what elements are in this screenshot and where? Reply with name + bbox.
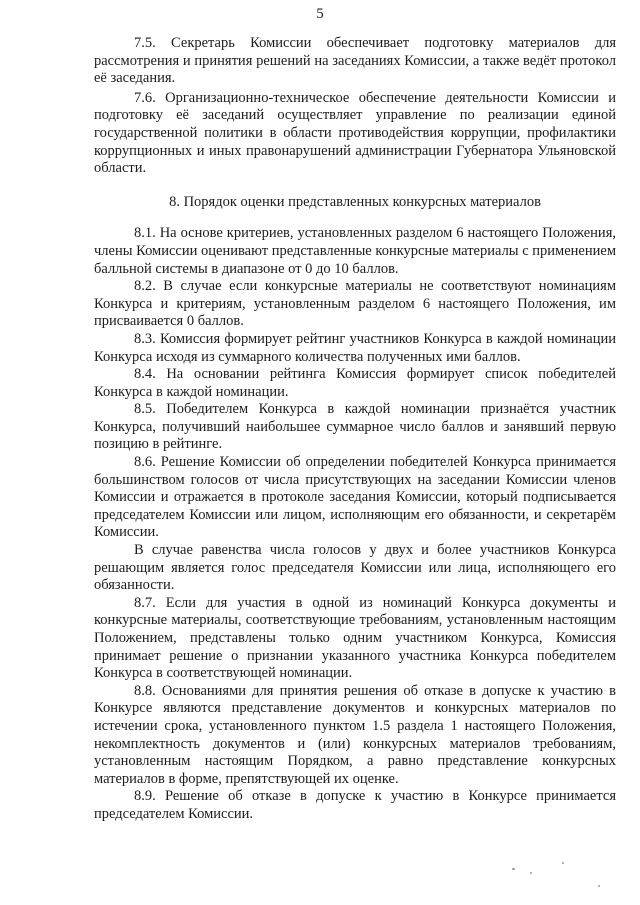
- paragraph-7-6: 7.6. Организационно-техническое обеспечение деятельности Комиссии и подготовку её заседаний осуществляет управление по реализации единой государственной политики в области противодействия коррупции, профилактики коррупционных и иных правонарушений администрации Губернатора Ульяновской области.: [94, 89, 616, 177]
- document-body: [94, 35, 616, 824]
- section-heading: 8. Порядок оценки представленных конкурсных материалов: [169, 193, 541, 210]
- paragraph-8-4: 8.4. На основании рейтинга Комиссия формирует список победителей Конкурса в каждой номинации.: [94, 366, 616, 400]
- paragraph-8-8: 8.8. Основаниями для принятия решения об отказе в допуске к участию в Конкурсе являются представление документов и конкурсных материалов по истечении срока, установленного пунктом 1.5 раздела 1 настоящего Положения, некомплектность документов и (или) конкурсных материалов требованиям, установленным настоящим Порядком, а равно представление конкурсных материалов в форме, препятствующей их оценке.: [94, 682, 616, 787]
- paragraph-8-9: 8.9. Решение об отказе в допуске к участию в Конкурсе принимается председателем Комиссии.: [94, 788, 616, 822]
- paragraph-8-1: 8.1. На основе критериев, установленных разделом 6 настоящего Положения, члены Комиссии оценивают представленные конкурсные материалы с применением балльной системы в диапазоне от 0 до 10 баллов.: [94, 225, 616, 277]
- paragraph-8-3: 8.3. Комиссия формирует рейтинг участников Конкурса в каждой номинации Конкурса исходя из суммарного количества полученных ими баллов.: [94, 330, 616, 365]
- paragraph-8-6: 8.6. Решение Комиссии об определении победителей Конкурса принимается большинством голосов от числа присутствующих на заседании Комиссии членов Комиссии и отражается в протоколе заседания Комиссии, который подписывается председателем Комиссии или лицом, исполняющим его обязанности, и секретарём Комиссии.: [94, 454, 616, 541]
- scan-speck: [530, 872, 532, 874]
- paragraph-8-2: 8.2. В случае если конкурсные материалы не соответствуют номинациям Конкурса и критериям, установленным разделом 6 настоящего Положения, им присваивается 0 баллов.: [94, 278, 616, 330]
- paragraph-7-5: 7.5. Секретарь Комиссии обеспечивает подготовку материалов для рассмотрения и принятия решений на заседаниях Комиссии, а также ведёт протокол её заседания.: [94, 35, 616, 87]
- paragraph-8-6-tie: В случае равенства числа голосов у двух и более участников Конкурса решающим является голос председателя Комиссии или лица, исполняющего его обязанности.: [94, 542, 616, 594]
- page-number: 5: [316, 6, 324, 22]
- scan-speck: [598, 885, 600, 887]
- paragraph-8-5: 8.5. Победителем Конкурса в каждой номинации признаётся участник Конкурса, получивший наибольшее суммарное число баллов и занявший первую позицию в рейтинге.: [94, 401, 616, 453]
- scan-speck: [562, 862, 564, 864]
- scan-speck: [512, 868, 515, 870]
- paragraph-8-7: 8.7. Если для участия в одной из номинаций Конкурса документы и конкурсные материалы, соответствующие требованиям, установленным настоящим Положением, представлены только одним участником Конкурса, Комиссия принимает решение о признании указанного участника Конкурса победителем Конкурса в соответствующей номинации.: [94, 594, 616, 682]
